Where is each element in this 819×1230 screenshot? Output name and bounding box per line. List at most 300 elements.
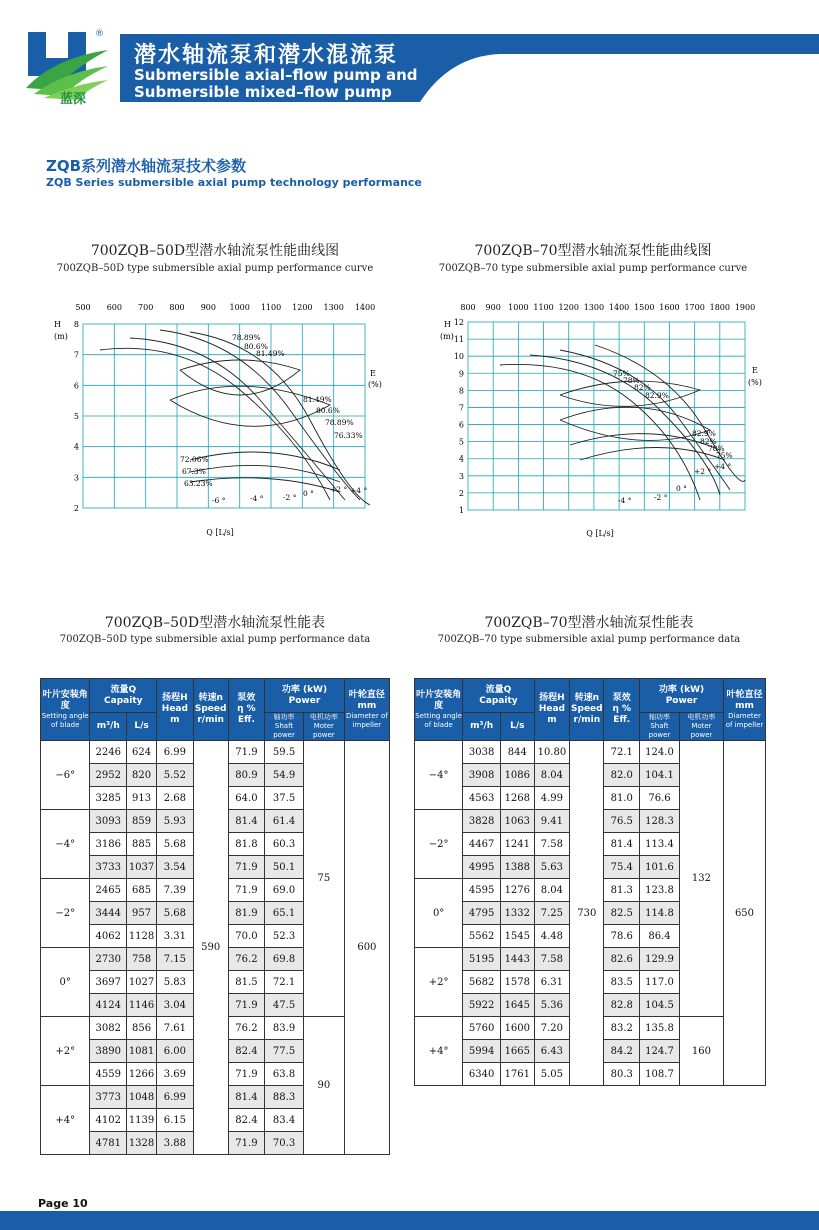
head-cell: 4.48 xyxy=(534,925,570,948)
flow-ls-cell: 1139 xyxy=(127,1109,157,1132)
flow-ls-cell: 844 xyxy=(501,741,535,764)
head-cell: 7.39 xyxy=(157,879,194,902)
y-tick-label: 12 xyxy=(453,318,464,327)
x-tick-label: 1100 xyxy=(533,303,554,312)
shaft-power-cell: 114.8 xyxy=(640,902,680,925)
flow-ls-cell: 1328 xyxy=(127,1132,157,1155)
footer-bar xyxy=(0,1211,819,1230)
right-eff-label: 78% xyxy=(623,376,640,385)
head-cell: 5.05 xyxy=(534,1063,570,1086)
col-diameter-header: 叶轮直径 mm Diameter of impeller xyxy=(723,679,765,741)
eff-cell: 81.4 xyxy=(228,1086,265,1109)
col-speed-header: 转速n Speed r/min xyxy=(193,679,228,741)
left-chart-title-cn: 700ZQB–50D型潜水轴流泵性能曲线图 xyxy=(90,243,340,259)
eff-cell: 76.2 xyxy=(228,1017,265,1040)
eff-cell: 80.9 xyxy=(228,764,265,787)
head-cell: 6.99 xyxy=(157,1086,194,1109)
right-angle-label: -4 ° xyxy=(618,496,632,505)
shaft-power-cell: 129.9 xyxy=(640,948,680,971)
eff-cell: 82.8 xyxy=(604,994,640,1017)
eff-cell: 71.9 xyxy=(228,741,265,764)
flow-ls-cell: 820 xyxy=(127,764,157,787)
left-performance-chart xyxy=(40,303,400,540)
flow-m3h-cell: 2952 xyxy=(90,764,127,787)
y-tick-label: 9 xyxy=(458,369,464,379)
y-tick-label: 4 xyxy=(458,454,464,464)
eff-cell: 71.9 xyxy=(228,856,265,879)
left-table-title-en: 700ZQB–50D type submersible axial pump performance data xyxy=(59,634,371,645)
shaft-power-cell: 108.7 xyxy=(640,1063,680,1086)
right-eff-label: 75% xyxy=(716,451,733,460)
y-tick-label: 3 xyxy=(73,473,79,483)
col-head-header: 扬程H Head m xyxy=(157,679,194,741)
right-chart-title-en: 700ZQB–70 type submersible axial pump performance curve xyxy=(438,263,748,274)
flow-ls-cell: 758 xyxy=(127,948,157,971)
angle-cell: +4° xyxy=(415,1017,463,1086)
x-tick-label: 1200 xyxy=(292,303,313,312)
shaft-power-cell: 60.3 xyxy=(265,833,304,856)
flow-m3h-cell: 4595 xyxy=(463,879,501,902)
right-ylabel: H xyxy=(444,320,451,329)
motor-power-cell: 132 xyxy=(679,741,723,1017)
left-eff-label: 78.89% xyxy=(232,333,261,342)
col-eff-header: 泵效 η % Eff. xyxy=(228,679,265,741)
shaft-power-cell: 63.8 xyxy=(265,1063,304,1086)
y-tick-label: 8 xyxy=(73,320,79,329)
col-speed-header: 转速n Speed r/min xyxy=(570,679,604,741)
flow-ls-cell: 1645 xyxy=(501,994,535,1017)
eff-cell: 76.2 xyxy=(228,948,265,971)
right-angle-label: 0 ° xyxy=(676,484,687,493)
shaft-power-cell: 88.3 xyxy=(265,1086,304,1109)
y-tick-label: 2 xyxy=(458,488,464,498)
eff-cell: 70.0 xyxy=(228,925,265,948)
flow-ls-cell: 856 xyxy=(127,1017,157,1040)
angle-cell: +2° xyxy=(415,948,463,1017)
angle-cell: −6° xyxy=(41,741,90,810)
shaft-power-cell: 124.0 xyxy=(640,741,680,764)
x-tick-label: 800 xyxy=(460,303,476,312)
table-row xyxy=(41,741,390,764)
flow-ls-cell: 1276 xyxy=(501,879,535,902)
flow-m3h-cell: 4467 xyxy=(463,833,501,856)
head-cell: 6.99 xyxy=(157,741,194,764)
right-eff-label: 78% xyxy=(708,444,725,453)
angle-cell: −2° xyxy=(41,879,90,948)
x-tick-label: 800 xyxy=(169,303,185,312)
left-ylabel: H xyxy=(54,320,61,329)
col-flow-header: 流量Q Capaity xyxy=(90,679,157,713)
flow-m3h-cell: 4124 xyxy=(90,994,127,1017)
head-cell: 3.69 xyxy=(157,1063,194,1086)
registered-mark: ® xyxy=(95,29,104,39)
shaft-power-cell: 70.3 xyxy=(265,1132,304,1155)
shaft-power-cell: 65.1 xyxy=(265,902,304,925)
eff-cell: 81.4 xyxy=(604,833,640,856)
shaft-power-cell: 113.4 xyxy=(640,833,680,856)
flow-m3h-cell: 4781 xyxy=(90,1132,127,1155)
right-yunit: (m) xyxy=(440,332,454,341)
y-tick-label: 6 xyxy=(458,420,464,430)
shaft-power-cell: 59.5 xyxy=(265,741,304,764)
head-cell: 9.41 xyxy=(534,810,570,833)
col-power-header: 功率 (kW) Power xyxy=(640,679,724,713)
eff-cell: 82.5 xyxy=(604,902,640,925)
eff-cell: 81.9 xyxy=(228,902,265,925)
shaft-power-cell: 72.1 xyxy=(265,971,304,994)
right-angle-label: -2 ° xyxy=(654,493,668,502)
eff-cell: 83.5 xyxy=(604,971,640,994)
y-tick-label: 1 xyxy=(458,506,464,515)
col-eff-header: 泵效 η % Eff. xyxy=(604,679,640,741)
diameter-cell: 650 xyxy=(723,741,765,1086)
diameter-cell: 600 xyxy=(344,741,389,1155)
shaft-power-cell: 124.7 xyxy=(640,1040,680,1063)
x-tick-label: 500 xyxy=(75,303,91,312)
flow-m3h-cell: 3890 xyxy=(90,1040,127,1063)
shaft-power-cell: 83.9 xyxy=(265,1017,304,1040)
section-title-en: ZQB Series submersible axial pump technology performance xyxy=(46,176,422,189)
head-cell: 7.61 xyxy=(157,1017,194,1040)
right-xlabel: Q [L/s] xyxy=(586,529,614,538)
right-table-title-en: 700ZQB–70 type submersible axial pump performance data xyxy=(437,634,741,645)
shaft-power-cell: 54.9 xyxy=(265,764,304,787)
y-tick-label: 7 xyxy=(458,403,464,413)
page-number: Page 10 xyxy=(38,1197,88,1210)
col-diameter-header: 叶轮直径 mm Diameter of impeller xyxy=(344,679,389,741)
y-tick-label: 5 xyxy=(73,412,79,421)
head-cell: 7.20 xyxy=(534,1017,570,1040)
flow-ls-cell: 1037 xyxy=(127,856,157,879)
eff-cell: 83.2 xyxy=(604,1017,640,1040)
eff-cell: 82.0 xyxy=(604,764,640,787)
shaft-power-cell: 117.0 xyxy=(640,971,680,994)
flow-m3h-cell: 4563 xyxy=(463,787,501,810)
col-flow-ls: L/s xyxy=(127,713,157,741)
left-table-title-cn: 700ZQB–50D型潜水轴流泵性能表 xyxy=(104,615,326,631)
left-angle-label: 0 ° xyxy=(303,489,314,498)
x-tick-label: 1800 xyxy=(709,303,730,312)
head-cell: 10.80 xyxy=(534,741,570,764)
shaft-power-cell: 83.4 xyxy=(265,1109,304,1132)
right-table-title-cn: 700ZQB–70型潜水轴流泵性能表 xyxy=(484,615,694,631)
x-tick-label: 900 xyxy=(485,303,501,312)
left-eff-label: 67.3% xyxy=(182,467,206,476)
eff-cell: 76.5 xyxy=(604,810,640,833)
y-tick-label: 5 xyxy=(458,437,464,447)
eff-cell: 71.9 xyxy=(228,1063,265,1086)
speed-cell: 730 xyxy=(570,741,604,1086)
flow-m3h-cell: 5195 xyxy=(463,948,501,971)
section-title-cn: ZQB系列潜水轴流泵技术参数 xyxy=(46,157,247,175)
flow-m3h-cell: 3697 xyxy=(90,971,127,994)
angle-cell: −2° xyxy=(415,810,463,879)
shaft-power-cell: 76.6 xyxy=(640,787,680,810)
x-tick-label: 1600 xyxy=(659,303,680,312)
head-cell: 5.68 xyxy=(157,902,194,925)
flow-m3h-cell: 2730 xyxy=(90,948,127,971)
left-angle-label: -6 ° xyxy=(212,496,226,505)
right-eff-label: 82.9% xyxy=(645,391,669,400)
x-tick-label: 1300 xyxy=(583,303,605,312)
eff-cell: 81.3 xyxy=(604,879,640,902)
flow-m3h-cell: 3828 xyxy=(463,810,501,833)
head-cell: 5.63 xyxy=(534,856,570,879)
head-cell: 7.58 xyxy=(534,948,570,971)
motor-power-cell: 75 xyxy=(303,741,344,1017)
shaft-power-cell: 69.8 xyxy=(265,948,304,971)
flow-ls-cell: 1761 xyxy=(501,1063,535,1086)
flow-m3h-cell: 3444 xyxy=(90,902,127,925)
head-cell: 5.68 xyxy=(157,833,194,856)
left-angle-label: +4 ° xyxy=(350,486,368,495)
col-motor-header: 电机功率 Moter power xyxy=(679,713,723,741)
table-row xyxy=(415,741,766,764)
left-eunit: (%) xyxy=(368,380,382,389)
col-head-header: 扬程H Head m xyxy=(534,679,570,741)
right-elabel: E xyxy=(752,366,758,375)
y-tick-label: 11 xyxy=(453,335,464,345)
shaft-power-cell: 135.8 xyxy=(640,1017,680,1040)
right-eff-label: 82% xyxy=(700,437,717,446)
angle-cell: 0° xyxy=(415,879,463,948)
flow-ls-cell: 1545 xyxy=(501,925,535,948)
x-tick-label: 1300 xyxy=(323,303,344,312)
head-cell: 5.83 xyxy=(157,971,194,994)
head-cell: 8.04 xyxy=(534,879,570,902)
flow-ls-cell: 913 xyxy=(127,787,157,810)
angle-cell: −4° xyxy=(41,810,90,879)
col-motor-header: 电机功率 Moter power xyxy=(303,713,344,741)
left-eff-label: 72.06% xyxy=(180,455,209,464)
left-eff-label: 81.49% xyxy=(303,395,332,404)
flow-m3h-cell: 3733 xyxy=(90,856,127,879)
y-tick-label: 3 xyxy=(458,471,464,481)
right-eff-label: 75% xyxy=(613,369,630,378)
flow-m3h-cell: 3082 xyxy=(90,1017,127,1040)
right-performance-table xyxy=(414,678,766,1086)
flow-m3h-cell: 3285 xyxy=(90,787,127,810)
left-eff-label: 80.6% xyxy=(244,342,268,351)
eff-cell: 78.6 xyxy=(604,925,640,948)
right-eff-label: 82% xyxy=(634,383,651,392)
flow-m3h-cell: 2465 xyxy=(90,879,127,902)
right-eff-label: 82.9% xyxy=(692,429,716,438)
eff-cell: 82.4 xyxy=(228,1040,265,1063)
left-eff-label: 81.49% xyxy=(256,349,285,358)
flow-ls-cell: 1665 xyxy=(501,1040,535,1063)
head-cell: 6.43 xyxy=(534,1040,570,1063)
angle-cell: 0° xyxy=(41,948,90,1017)
x-tick-label: 1100 xyxy=(260,303,282,312)
flow-ls-cell: 1443 xyxy=(501,948,535,971)
flow-ls-cell: 1578 xyxy=(501,971,535,994)
col-shaft-header: 轴功率 Shaft power xyxy=(640,713,680,741)
flow-ls-cell: 1600 xyxy=(501,1017,535,1040)
left-angle-label: +2 ° xyxy=(330,485,348,494)
y-tick-label: 8 xyxy=(458,386,464,396)
x-tick-label: 1400 xyxy=(354,303,376,312)
left-angle-label: -4 ° xyxy=(250,494,264,503)
shaft-power-cell: 104.5 xyxy=(640,994,680,1017)
x-tick-label: 900 xyxy=(200,303,216,312)
x-tick-label: 1400 xyxy=(608,303,630,312)
left-eff-label: 80.6% xyxy=(316,406,340,415)
left-angle-label: -2 ° xyxy=(283,493,297,502)
eff-cell: 81.5 xyxy=(228,971,265,994)
flow-ls-cell: 1266 xyxy=(127,1063,157,1086)
shaft-power-cell: 128.3 xyxy=(640,810,680,833)
left-xlabel: Q [L/s] xyxy=(206,528,234,537)
y-tick-label: 6 xyxy=(73,381,79,391)
eff-cell: 71.9 xyxy=(228,1132,265,1155)
speed-cell: 590 xyxy=(193,741,228,1155)
head-cell: 5.52 xyxy=(157,764,194,787)
right-chart-title-cn: 700ZQB–70型潜水轴流泵性能曲线图 xyxy=(474,243,712,259)
head-cell: 7.25 xyxy=(534,902,570,925)
head-cell: 6.00 xyxy=(157,1040,194,1063)
flow-ls-cell: 1128 xyxy=(127,925,157,948)
page-title-cn: 潜水轴流泵和潜水混流泵 xyxy=(134,43,399,68)
shaft-power-cell: 86.4 xyxy=(640,925,680,948)
head-cell: 7.58 xyxy=(534,833,570,856)
angle-cell: −4° xyxy=(415,741,463,810)
left-performance-table xyxy=(40,678,390,1155)
shaft-power-cell: 47.5 xyxy=(265,994,304,1017)
left-elabel: E xyxy=(370,369,376,378)
flow-m3h-cell: 3093 xyxy=(90,810,127,833)
head-cell: 3.88 xyxy=(157,1132,194,1155)
x-tick-label: 1200 xyxy=(558,303,579,312)
head-cell: 5.36 xyxy=(534,994,570,1017)
flow-ls-cell: 1027 xyxy=(127,971,157,994)
eff-cell: 71.9 xyxy=(228,879,265,902)
left-eff-label: 76.33% xyxy=(334,431,363,440)
col-flow-m3h: m³/h xyxy=(90,713,127,741)
right-eunit: (%) xyxy=(748,378,762,387)
flow-m3h-cell: 3186 xyxy=(90,833,127,856)
left-chart-title-en: 700ZQB–50D type submersible axial pump performance curve xyxy=(56,263,374,274)
x-tick-label: 600 xyxy=(106,303,122,312)
brand-name: 蓝深 xyxy=(60,92,87,107)
head-cell: 3.54 xyxy=(157,856,194,879)
flow-m3h-cell: 4995 xyxy=(463,856,501,879)
eff-cell: 75.4 xyxy=(604,856,640,879)
x-tick-label: 700 xyxy=(138,303,154,312)
col-flow-header: 流量Q Capaity xyxy=(463,679,534,713)
flow-ls-cell: 1081 xyxy=(127,1040,157,1063)
shaft-power-cell: 52.3 xyxy=(265,925,304,948)
col-flow-ls: L/s xyxy=(501,713,535,741)
y-tick-label: 7 xyxy=(73,350,79,360)
motor-power-cell: 90 xyxy=(303,1017,344,1155)
head-cell: 3.31 xyxy=(157,925,194,948)
flow-ls-cell: 1388 xyxy=(501,856,535,879)
page-title-en-1: Submersible axial–flow pump and xyxy=(134,66,418,84)
shaft-power-cell: 123.8 xyxy=(640,879,680,902)
head-cell: 2.68 xyxy=(157,787,194,810)
flow-ls-cell: 685 xyxy=(127,879,157,902)
flow-ls-cell: 624 xyxy=(127,741,157,764)
shaft-power-cell: 77.5 xyxy=(265,1040,304,1063)
flow-ls-cell: 1063 xyxy=(501,810,535,833)
head-cell: 6.31 xyxy=(534,971,570,994)
eff-cell: 82.4 xyxy=(228,1109,265,1132)
eff-cell: 80.3 xyxy=(604,1063,640,1086)
flow-ls-cell: 1332 xyxy=(501,902,535,925)
flow-ls-cell: 1268 xyxy=(501,787,535,810)
shaft-power-cell: 37.5 xyxy=(265,787,304,810)
head-cell: 3.04 xyxy=(157,994,194,1017)
flow-m3h-cell: 3773 xyxy=(90,1086,127,1109)
head-cell: 7.15 xyxy=(157,948,194,971)
flow-m3h-cell: 3908 xyxy=(463,764,501,787)
flow-m3h-cell: 4559 xyxy=(90,1063,127,1086)
shaft-power-cell: 69.0 xyxy=(265,879,304,902)
flow-m3h-cell: 3038 xyxy=(463,741,501,764)
left-eff-label: 78.89% xyxy=(325,418,354,427)
shaft-power-cell: 61.4 xyxy=(265,810,304,833)
shaft-power-cell: 104.1 xyxy=(640,764,680,787)
col-flow-m3h: m³/h xyxy=(463,713,501,741)
head-cell: 8.04 xyxy=(534,764,570,787)
flow-ls-cell: 957 xyxy=(127,902,157,925)
eff-cell: 84.2 xyxy=(604,1040,640,1063)
flow-m3h-cell: 5922 xyxy=(463,994,501,1017)
left-yunit: (m) xyxy=(54,332,68,341)
x-tick-label: 1000 xyxy=(229,303,250,312)
flow-ls-cell: 885 xyxy=(127,833,157,856)
eff-cell: 71.9 xyxy=(228,994,265,1017)
page-header xyxy=(0,0,819,110)
eff-cell: 81.0 xyxy=(604,787,640,810)
flow-ls-cell: 1146 xyxy=(127,994,157,1017)
flow-ls-cell: 1241 xyxy=(501,833,535,856)
head-cell: 5.93 xyxy=(157,810,194,833)
shaft-power-cell: 50.1 xyxy=(265,856,304,879)
flow-ls-cell: 1048 xyxy=(127,1086,157,1109)
right-angle-label: +4 ° xyxy=(714,462,732,471)
head-cell: 6.15 xyxy=(157,1109,194,1132)
flow-m3h-cell: 4102 xyxy=(90,1109,127,1132)
y-tick-label: 10 xyxy=(453,352,464,362)
flow-m3h-cell: 4062 xyxy=(90,925,127,948)
x-tick-label: 1700 xyxy=(684,303,705,312)
flow-m3h-cell: 4795 xyxy=(463,902,501,925)
eff-cell: 72.1 xyxy=(604,741,640,764)
angle-cell: +2° xyxy=(41,1017,90,1086)
right-performance-chart xyxy=(430,303,790,540)
eff-cell: 64.0 xyxy=(228,787,265,810)
left-eff-label: 63.23% xyxy=(184,479,213,488)
col-power-header: 功率 (kW) Power xyxy=(265,679,345,713)
y-tick-label: 4 xyxy=(73,442,79,452)
flow-m3h-cell: 6340 xyxy=(463,1063,501,1086)
shaft-power-cell: 101.6 xyxy=(640,856,680,879)
page-title-en-2: Submersible mixed–flow pump xyxy=(134,83,392,101)
x-tick-label: 1500 xyxy=(634,303,655,312)
flow-m3h-cell: 5562 xyxy=(463,925,501,948)
flow-ls-cell: 1086 xyxy=(501,764,535,787)
motor-power-cell: 160 xyxy=(679,1017,723,1086)
head-cell: 4.99 xyxy=(534,787,570,810)
eff-cell: 81.8 xyxy=(228,833,265,856)
col-angle-header: 叶片安装角度 Setting angle of blade xyxy=(415,679,463,741)
flow-ls-cell: 859 xyxy=(127,810,157,833)
x-tick-label: 1000 xyxy=(508,303,529,312)
eff-cell: 82.6 xyxy=(604,948,640,971)
x-tick-label: 1900 xyxy=(734,303,756,312)
